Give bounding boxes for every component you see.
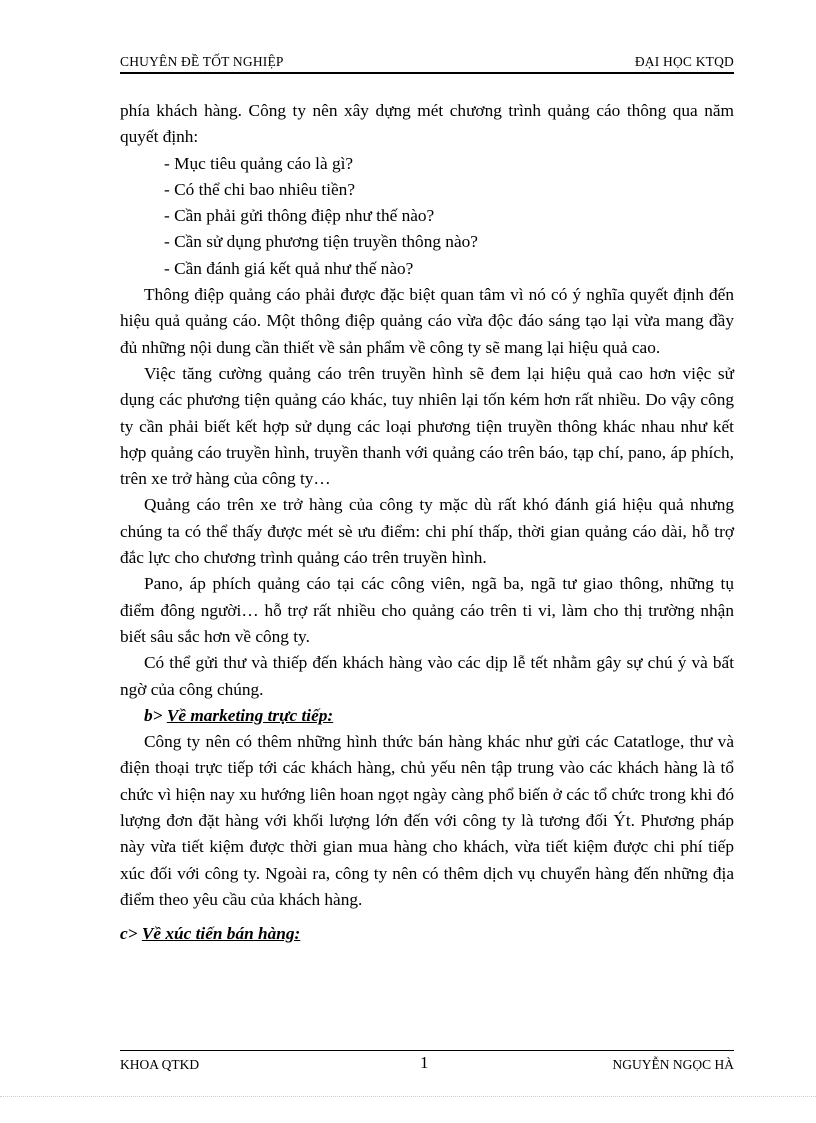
section-heading-prefix: b> <box>144 705 167 725</box>
bullet-item: - Cần phải gửi thông điệp như thế nào? <box>164 206 435 226</box>
page-boundary-line <box>0 1096 816 1097</box>
bullet-item: - Cần đánh giá kết quả như thế nào? <box>164 258 414 278</box>
section-heading-prefix: c> <box>120 924 142 944</box>
document-body <box>120 98 734 948</box>
section-heading-text: Về xúc tiến bán hàng: <box>141 924 301 944</box>
page-header <box>120 50 734 74</box>
paragraph: Việc tăng cường quảng cáo trên truyền hình sẽ đem lại hiệu quả cao hơn việc sử dụng các phương tiện quảng cáo khác, tuy nhiên lại tốn kém hơn rất nhiều. Do vậy công ty cần phải biết kết hợp sử dụng các loại phương tiện truyền thông khác nhau như kết hợp quảng cáo truyền hình, truyền thanh với quảng cáo trên báo, tạp chí, pano, áp phích, trên xe trở hàng của công ty… <box>120 363 734 489</box>
paragraph: Quảng cáo trên xe trở hàng của công ty mặc dù rất khó đánh giá hiệu quả nhưng chúng ta có thể thấy được mét sè ưu điểm: chi phí thấp, thời gian quảng cáo dài, hỗ trợ đắc lực cho chương trình quảng cáo trên truyền hình. <box>120 495 734 568</box>
header-left-title: CHUYÊN ĐỀ TỐT NGHIỆP <box>120 54 284 69</box>
section-heading-c <box>120 921 734 947</box>
page-footer <box>120 1050 734 1075</box>
page-number: 1 <box>420 1053 429 1072</box>
bullet-item: - Cần sử dụng phương tiện truyền thông nào? <box>164 232 478 252</box>
footer-right-text: NGUYỄN NGỌC HÀ <box>612 1057 734 1072</box>
header-right-title: ĐẠI HỌC KTQD <box>634 54 734 69</box>
section-heading-b <box>120 703 734 729</box>
paragraph: Có thể gửi thư và thiếp đến khách hàng vào các dịp lễ tết nhằm gây sự chú ý và bất ngờ của công chúng. <box>120 653 734 699</box>
footer-left-text: KHOA QTKD <box>120 1057 200 1072</box>
paragraph: Công ty nên có thêm những hình thức bán hàng khác như gửi các Catatloge, thư và điện thoại trực tiếp tới các khách hàng, chủ yếu nên tập trung vào các khách hàng là tổ chức vì hiện nay xu hướng liên hoan ngọt ngày càng phổ biến ở các tổ chức trong khi đó lượng đơn đặt hàng với khối lượng lớn đến với công ty là tương đối Ýt. Phương pháp này vừa tiết kiệm được thời gian mua hàng cho khách, vừa tiết kiệm được chi phí tiếp xúc đối với công ty. Ngoài ra, công ty nên có thêm dịch vụ chuyển hàng đến những địa điểm theo yêu cầu của khách hàng. <box>120 732 734 909</box>
section-heading-text: Về marketing trực tiếp: <box>166 705 334 725</box>
paragraph: phía khách hàng. Công ty nên xây dựng mét chương trình quảng cáo thông qua năm quyết định: <box>120 101 734 147</box>
paragraph: Pano, áp phích quảng cáo tại các công viên, ngã ba, ngã tư giao thông, những tụ điểm đông người… hỗ trợ rất nhiều cho quảng cáo trên ti vi, làm cho thị trường nhận biết sâu sắc hơn về công ty. <box>120 574 734 646</box>
bullet-item: - Có thể chi bao nhiêu tiền? <box>164 179 355 199</box>
bullet-item: - Mục tiêu quảng cáo là gì? <box>164 153 354 173</box>
paragraph: Thông điệp quảng cáo phải được đặc biệt quan tâm vì nó có ý nghĩa quyết định đến hiệu quả quảng cáo. Một thông điệp quảng cáo vừa độc đáo sáng tạo lại vừa mang đầy đủ những nội dung cần thiết về sản phẩm về công ty sẽ mang lại hiệu quả cao. <box>120 285 734 357</box>
